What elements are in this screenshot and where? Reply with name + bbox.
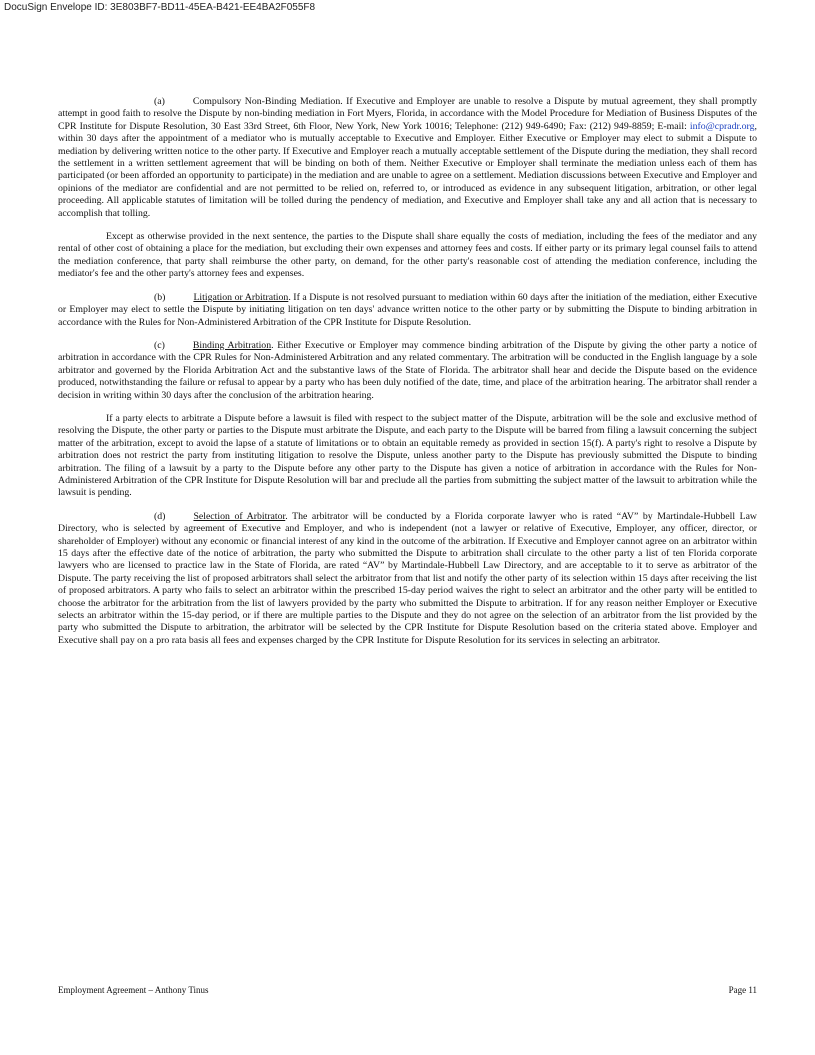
- paragraph-c-label: (c): [154, 339, 165, 351]
- paragraph-d-label: (d): [154, 510, 166, 522]
- paragraph-costs: Except as otherwise provided in the next sentence, the parties to the Dispute shall share equally the costs of mediation, including the fees of the mediator and any rental of other cost of obtaining a place for the mediation, but excluding their own expenses and attorney fees and costs. If either party or its primary legal counsel fails to attend the mediation conference, that party shall reimburse the other party, on demand, for the other party's reasonable cost of attending the mediation conference, including the mediator's fee and the other party's attorney fees and expenses.: [58, 231, 757, 280]
- paragraph-a-text-2: , within 30 days after the appointment of a mediator who is mutually acceptable to Executive and Employer. Either Executive or Employer may elect to submit a Dispute to mediation by delivering written notice to the other party. If Executive and Employer reach a mutually acceptable settlement of the Dispute during the mediation, they shall record the settlement in a written settlement agreement that will be binding on both of them. Neither Executive or Employer shall terminate the mediation unless each of them has participated (or been afforded an opportunity to participate) in the mediation and are unable to agree on a settlement. Mediation discussions between Executive and Employer and opinions of the mediator are confidential and are not permitted to be relied on, referred to, or introduced as evidence in any subsequent litigation, arbitration, or other legal proceeding. All applicable statutes of limitation will be tolled during the pendency of mediation, and Executive and Employer shall take any and all action that is necessary to accomplish that tolling.: [58, 120, 757, 219]
- footer-page-number: Page 11: [728, 985, 757, 995]
- paragraph-a-heading: Compulsory Non-Binding Mediation.: [192, 96, 343, 107]
- paragraph-a-label: (a): [154, 96, 165, 107]
- paragraph-b-heading: Litigation or Arbitration: [193, 291, 289, 303]
- paragraph-lawsuit: If a party elects to arbitrate a Dispute before a lawsuit is filed with respect to the subject matter of the Dispute, arbitration will be the sole and exclusive method of resolving the Dispute, the other party or parties to the Dispute must arbitrate the Dispute, and each party to the Dispute will be barred from filing a lawsuit concerning the subject matter of the arbitration, except to avoid the lapse of a statute of limitations or to obtain an equitable remedy as provided in section 15(f). A party's right to resolve a Dispute by arbitration does not restrict the party from instituting litigation to resolve the Dispute, unless another party to the Dispute has previously submitted the Dispute to binding arbitration. The filing of a lawsuit by a party to the Dispute before any other party to the Dispute has given a notice of arbitration in accordance with the Rules for Non-Administered Arbitration of the CPR Institute for Dispute Resolution will bar and preclude all the parties from submitting the subject matter of the lawsuit to arbitration while the lawsuit is pending.: [58, 412, 757, 499]
- page-footer: [58, 985, 757, 995]
- email-link[interactable]: info@cpradr.org: [689, 120, 755, 132]
- paragraph-b-text: . If a Dispute is not resolved pursuant to mediation within 60 days after the initiation of the mediation, either Executive or Employer may elect to settle the Dispute by initiating litigation on ten days' advance written notice to the other party or by submitting the Dispute to binding arbitration in accordance with the Rules for Non-Administered Arbitration of the CPR Institute for Dispute Resolution.: [58, 291, 757, 328]
- paragraph-d-heading: Selection of Arbitrator: [193, 510, 286, 522]
- paragraph-d-text: . The arbitrator will be conducted by a Florida corporate lawyer who is rated “AV” by Martindale-Hubbell Law Directory, who is selected by agreement of Executive and Employer, and who is independent (not a lawyer or relative of Executive, Employer, any officer, director, or shareholder of Employer) without any economic or financial interest of any kind in the outcome of the arbitration. If Executive and Employer cannot agree on an arbitrator within 15 days after the effective date of the notice of arbitration, the party who submitted the Dispute to arbitration shall circulate to the other party a list of ten Florida corporate lawyers who are licensed to practice law in the State of Florida, are rated “AV” by Martindale-Hubbell Law Directory, and are acceptable to it to serve as arbitrator of the Dispute. The party receiving the list of proposed arbitrators shall select the arbitrator from that list and notify the other party of its selection within 15 days after receiving the list of proposed arbitrators. A party who fails to select an arbitrator within the prescribed 15-day period waives the right to select an arbitrator and the other party will be entitled to choose the arbitrator for the arbitration from the list of lawyers provided by the party who submitted the Dispute to arbitration. If for any reason neither Employer or Executive selects an arbitrator within the 15-day period, or if there are multiple parties to the Dispute and they do not agree on the selection of an arbitrator from the list provided by the party who submitted the Dispute to arbitration, the arbitrator will be selected by the CPR Institute for Dispute Resolution based on the criteria stated above. Employer and Executive shall pay on a pro rata basis all fees and expenses charged by the CPR Institute for Dispute Resolution for its services in selecting an arbitrator.: [58, 510, 758, 646]
- paragraph-c-heading: Binding Arbitration: [192, 339, 272, 351]
- paragraph-c: [58, 340, 757, 402]
- paragraph-a-text-1: If Executive and Employer are unable to resolve a Dispute by mutual agreement, they shall promptly attempt in good faith to resolve the Dispute by non-binding mediation in Fort Myers, Florida, in accordance with the Model Procedure for Mediation of Business Disputes of the CPR Institute for Dispute Resolution, 30 East 33rd Street, 6th Floor, New York, New York 10016; Telephone: (212) 949-6490; Fax: (212) 949-8859; E-mail:: [58, 96, 757, 132]
- paragraph-b-label: (b): [154, 291, 166, 303]
- paragraph-a: [58, 96, 757, 220]
- paragraph-d: [58, 511, 757, 647]
- document-body: [58, 96, 757, 658]
- paragraph-c-text: . Either Executive or Employer may commence binding arbitration of the Dispute by giving the other party a notice of arbitration in accordance with the CPR Rules for Non-Administered Arbitration and any related commentary. The arbitration will be conducted in the English language by a sole arbitrator and governed by the Florida Arbitration Act and the substantive laws of the State of Florida. The arbitrator shall hear and decide the Dispute based on the evidence produced, notwithstanding the failure or refusal to appear by a party who has been duly notified of the date, time, and place of the arbitration hearing. The arbitrator shall render a decision in writing within 30 days after the conclusion of the arbitration hearing.: [58, 339, 757, 401]
- envelope-id: DocuSign Envelope ID: 3E803BF7-BD11-45EA-B421-EE4BA2F055F8: [4, 2, 316, 13]
- paragraph-b: [58, 292, 757, 329]
- footer-document-title: Employment Agreement – Anthony Tinus: [58, 985, 209, 995]
